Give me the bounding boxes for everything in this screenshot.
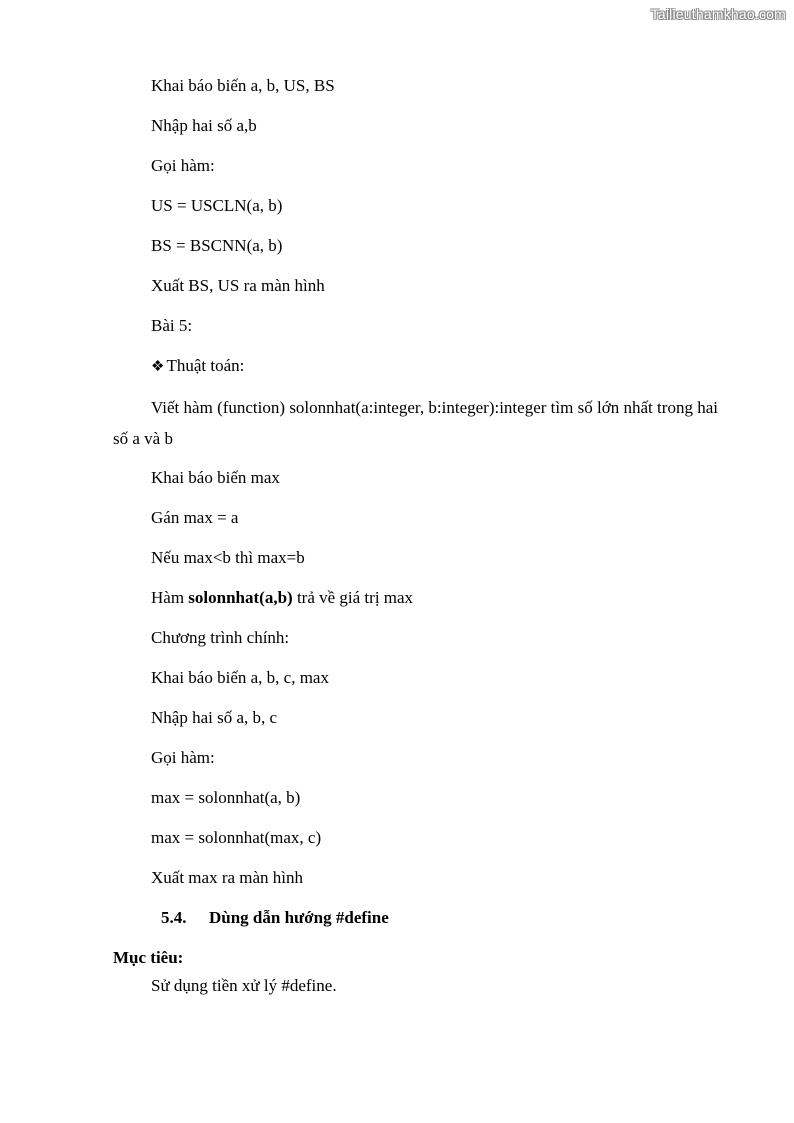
return-line: [113, 587, 718, 609]
text-line: Khai báo biến a, b, c, max: [151, 668, 329, 687]
document-page: [113, 75, 718, 997]
function-description: Viết hàm (function) solonnhat(a:integer, b:integer):integer tìm số lớn nhất trong hai số a và b: [113, 398, 718, 448]
objective-text: Sử dụng tiền xử lý #define.: [151, 976, 337, 995]
return-prefix: Hàm: [151, 588, 189, 607]
text-line: Khai báo biến max: [151, 468, 280, 487]
text-line: US = USCLN(a, b): [151, 196, 283, 215]
diamond-bullet-icon: ❖: [151, 359, 165, 375]
algorithm-label: Thuật toán:: [166, 356, 245, 375]
text-line: Khai báo biến a, b, US, BS: [151, 76, 335, 95]
text-line: Nhập hai số a,b: [151, 116, 257, 135]
text-line: Xuất BS, US ra màn hình: [151, 276, 325, 295]
return-suffix: trả về giá trị max: [292, 588, 414, 607]
section-title: Dùng dẫn hướng #define: [209, 908, 389, 927]
function-name-bold: solonnhat(a,b): [188, 588, 293, 607]
text-line: Xuất max ra màn hình: [151, 868, 304, 887]
algorithm-heading: [113, 355, 718, 378]
section-number: 5.4.: [161, 908, 187, 927]
text-line: Nếu max<b thì max=b: [151, 548, 305, 567]
text-line: Gọi hàm:: [151, 156, 215, 175]
text-line: BS = BSCNN(a, b): [151, 236, 283, 255]
section-heading: [113, 907, 718, 929]
text-line: Nhập hai số a, b, c: [151, 708, 278, 727]
watermark-text: Tailieuthamkhao.com: [650, 6, 786, 22]
text-line: max = solonnhat(max, c): [151, 828, 322, 847]
text-line: Chương trình chính:: [151, 628, 290, 647]
text-line: max = solonnhat(a, b): [151, 788, 301, 807]
text-line: Gán max = a: [151, 508, 239, 527]
exercise-label: Bài 5:: [151, 316, 193, 335]
text-line: Gọi hàm:: [151, 748, 215, 767]
objective-label: Mục tiêu:: [113, 948, 184, 967]
